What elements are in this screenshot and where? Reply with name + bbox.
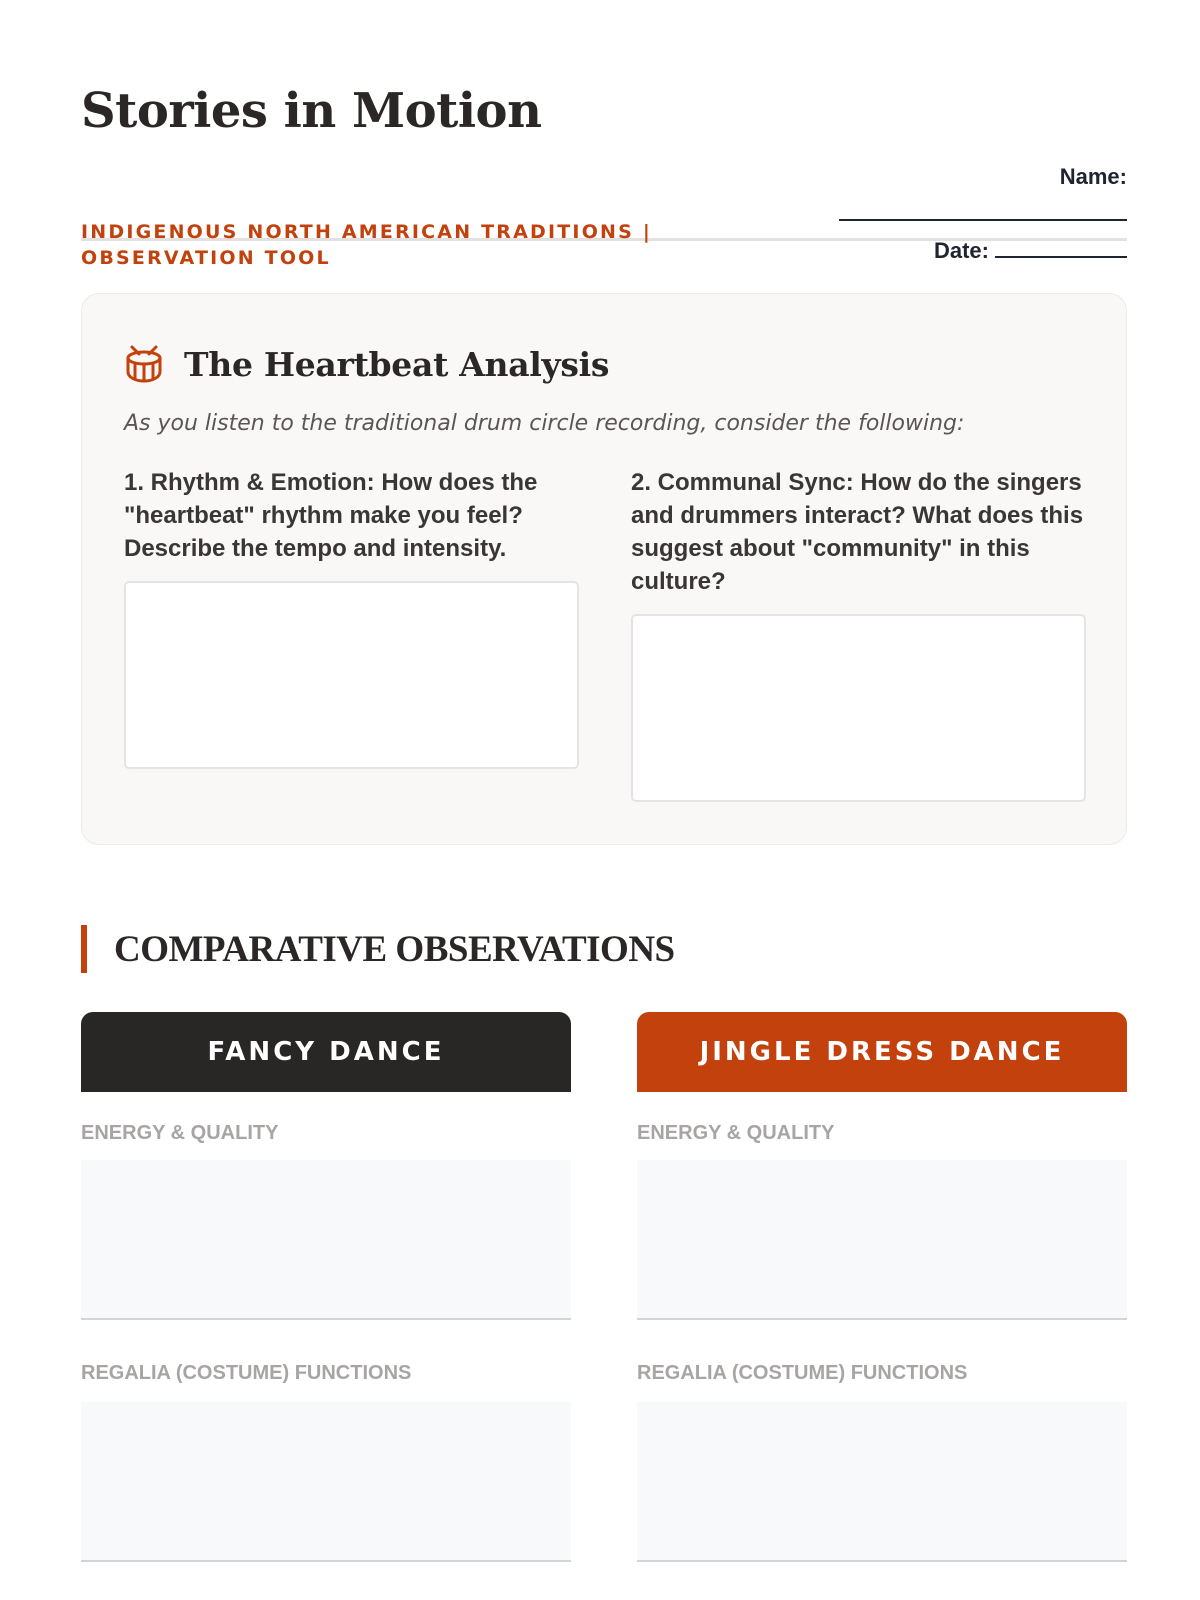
question-communal-sync: [631, 466, 1084, 802]
question-text: 2. Communal Sync: How do the singers and drummers interact? What does this suggest about "community" in this culture?: [631, 469, 1084, 595]
worksheet-header: [81, 80, 1127, 269]
name-field[interactable]: [839, 219, 1127, 221]
card-title-row: [124, 334, 609, 394]
name-label: Name:: [1059, 164, 1127, 189]
jingle-dress-dance-column: [637, 1012, 1127, 1384]
heartbeat-analysis-card: [81, 293, 1127, 845]
question-rhythm-emotion: [124, 466, 577, 769]
jingle-energy-quality-box[interactable]: [637, 1160, 1127, 1320]
answer-box-communal-sync[interactable]: [631, 614, 1086, 802]
date-field[interactable]: [995, 236, 1127, 258]
energy-quality-label: ENERGY & QUALITY: [81, 1122, 279, 1144]
fancy-dance-column: [81, 1012, 571, 1384]
jingle-regalia-functions-box[interactable]: [637, 1402, 1127, 1562]
card-title: The Heartbeat Analysis: [184, 344, 610, 384]
date-label: Date:: [933, 238, 989, 263]
section-accent-bar: [81, 925, 87, 973]
question-text: 1. Rhythm & Emotion: How does the "heartbeat" rhythm make you feel? Describe the tempo and intensity.: [124, 469, 538, 562]
jingle-dress-dance-header: JINGLE DRESS DANCE: [637, 1012, 1127, 1092]
drum-icon: [124, 344, 164, 384]
card-intro: As you listen to the traditional drum circle recording, consider the following:: [124, 411, 965, 436]
regalia-functions-label: REGALIA (COSTUME) FUNCTIONS: [81, 1362, 412, 1384]
page-title: Stories in Motion: [81, 83, 542, 139]
fancy-regalia-functions-box[interactable]: [81, 1402, 571, 1562]
date-row: [934, 236, 1127, 265]
energy-quality-label: ENERGY & QUALITY: [637, 1122, 835, 1144]
fancy-energy-quality-box[interactable]: [81, 1160, 571, 1320]
fancy-dance-header: FANCY DANCE: [81, 1012, 571, 1092]
answer-box-rhythm-emotion[interactable]: [124, 581, 579, 769]
page-subtitle: INDIGENOUS NORTH AMERICAN TRADITIONS | OBSERVATION TOOL: [81, 221, 652, 269]
regalia-functions-label: REGALIA (COSTUME) FUNCTIONS: [637, 1362, 968, 1384]
comparative-heading: [81, 925, 675, 973]
section-title: COMPARATIVE OBSERVATIONS: [114, 928, 675, 970]
